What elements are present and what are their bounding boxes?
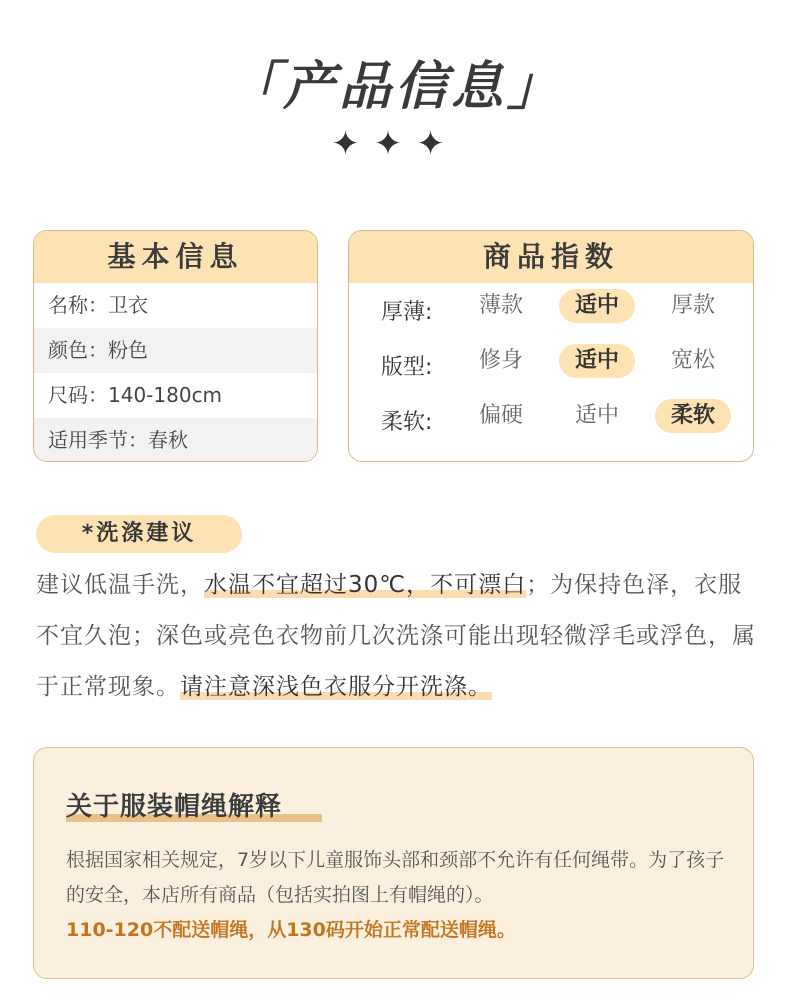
cord-notice-text xyxy=(66,843,736,948)
basic-info-heading: 基本信息 xyxy=(34,231,317,283)
cord-notice-body: 根据国家相关规定，7岁以下儿童服饰头部和颈部不允许有任何绳带。为了孩子的安全，本店所有商品（包括实拍图上有帽绳的）。 xyxy=(66,849,725,906)
index-option: 薄款 xyxy=(478,293,523,318)
basic-info-card xyxy=(33,230,318,462)
product-index-card xyxy=(348,230,754,462)
decorative-stars-icon: ✦✦✦ xyxy=(331,124,459,164)
index-label: 厚薄: xyxy=(381,300,433,325)
product-index-heading: 商品指数 xyxy=(349,231,753,283)
washing-tag: *洗涤建议 xyxy=(36,515,242,553)
index-row-fit xyxy=(349,338,753,393)
index-option: 偏硬 xyxy=(478,403,523,428)
basic-info-season: 适用季节：春秋 xyxy=(34,418,317,462)
index-option-selected: 适中 xyxy=(559,344,635,378)
washing-highlight: 请注意深浅色衣服分开洗涤。 xyxy=(180,674,492,700)
page-title: 「产品信息」 xyxy=(226,57,563,117)
washing-text-part: ；为保持色泽，衣服不宜久泡；深色或亮色衣物前几次洗涤可能出现轻微浮毛或浮色，属于正常现象。 xyxy=(36,572,756,700)
index-row-thickness xyxy=(349,283,753,338)
index-label: 柔软: xyxy=(381,410,433,435)
index-option: 适中 xyxy=(574,403,619,428)
index-option: 厚款 xyxy=(670,293,715,318)
washing-highlight: 水温不宜超过30℃，不可漂白 xyxy=(204,572,527,598)
cord-notice-title: 关于服装帽绳解释 xyxy=(66,792,283,822)
washing-text xyxy=(36,560,761,713)
basic-info-size: 尺码：140-180cm xyxy=(48,383,223,407)
index-label: 版型: xyxy=(381,355,433,380)
washing-text-part: 建议低温手洗， xyxy=(36,572,204,598)
cord-notice-highlight: 110-120不配送帽绳，从130码开始正常配送帽绳。 xyxy=(66,919,516,941)
index-option-selected: 适中 xyxy=(559,289,635,323)
index-option-selected: 柔软 xyxy=(655,399,731,433)
index-row-softness xyxy=(349,393,753,448)
index-option: 宽松 xyxy=(670,348,715,373)
cord-notice-card xyxy=(33,747,754,979)
basic-info-name: 名称：卫衣 xyxy=(48,293,148,317)
basic-info-color: 颜色：粉色 xyxy=(34,328,317,373)
index-option: 修身 xyxy=(478,348,523,373)
